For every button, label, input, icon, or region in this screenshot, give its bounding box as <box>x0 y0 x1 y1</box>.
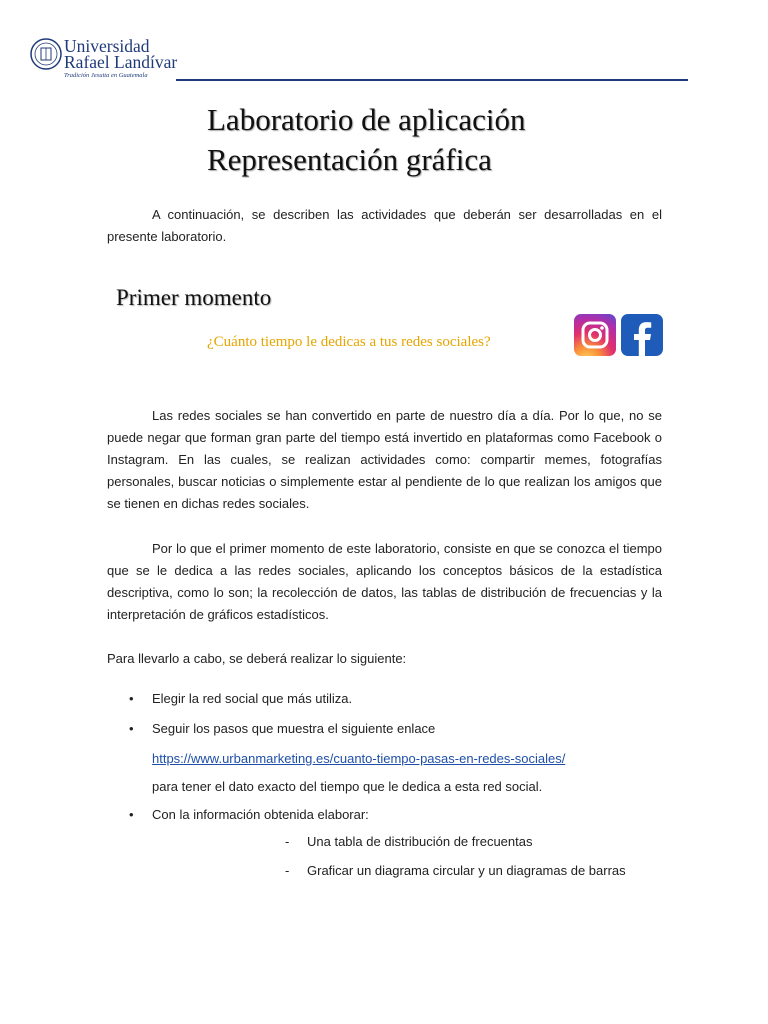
university-logo <box>64 38 177 70</box>
external-link[interactable]: https://www.urbanmarketing.es/cuanto-tiempo-pasas-en-redes-sociales/ <box>152 751 566 766</box>
intro-paragraph: A continuación, se describen las actividades que deberán ser desarrolladas en el presente laboratorio. <box>107 207 662 244</box>
body-paragraph-1: Las redes sociales se han convertido en parte de nuestro día a día. Por lo que, no se puede negar que forman gran parte del tiempo está invertido en plataformas como Facebook o Instagram. En las cuales, se realizan actividades como: compartir memes, fotografías personales, buscar noticias o simplemente estar al pendiente de lo que realizan los amigos que se tienen en dichas redes sociales. <box>107 408 662 511</box>
title-line-2: Representación gráfica <box>207 142 492 177</box>
section-heading: Primer momento <box>116 285 272 310</box>
university-name-line2: Rafael Landívar <box>64 52 178 72</box>
sub-list-item: - Una tabla de distribución de frecuentas <box>285 834 533 849</box>
university-tagline: Tradición Jesuita en Guatemala <box>64 72 148 79</box>
facebook-icon <box>621 314 663 356</box>
steps-list <box>107 688 667 826</box>
university-name-line1: Universidad <box>64 36 150 56</box>
university-seal-icon <box>30 38 62 70</box>
link-followup: para tener el dato exacto del tiempo que le dedica a esta red social. <box>152 779 543 794</box>
section-question: ¿Cuánto tiempo le dedicas a tus redes sociales? <box>207 334 491 350</box>
title-line-1: Laboratorio de aplicación <box>207 102 526 137</box>
link-line <box>107 748 667 770</box>
header-divider <box>176 79 688 81</box>
steps-intro: Para llevarlo a cabo, se deberá realizar lo siguiente: <box>107 651 407 666</box>
sub-list-item: - Graficar un diagrama circular y un diagramas de barras <box>285 863 626 878</box>
body-paragraph-2: Por lo que el primer momento de este laboratorio, consiste en que se conozca el tiempo que se le dedica a las redes sociales, aplicando los conceptos básicos de la estadística descriptiva, como lo son; la recolección de datos, las tablas de distribución de frecuencias y la interpretación de gráficos estadísticos. <box>107 541 662 622</box>
page-title <box>207 100 525 180</box>
list-item: • Elegir la red social que más utiliza. <box>107 688 667 710</box>
instagram-icon <box>574 314 616 356</box>
list-item: • Con la información obtenida elaborar: <box>107 804 667 826</box>
list-item: • Seguir los pasos que muestra el siguiente enlace <box>107 718 667 740</box>
